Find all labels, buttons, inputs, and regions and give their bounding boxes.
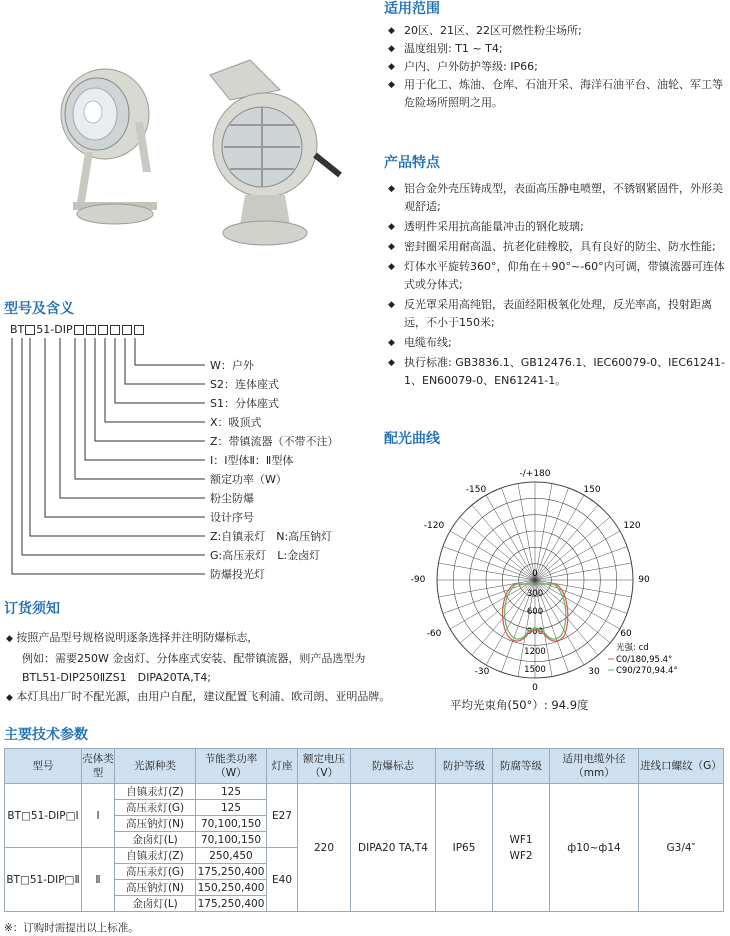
model-box	[122, 325, 132, 335]
params-title: 主要技术参数	[4, 727, 88, 743]
legend-c0: C0/180,95.4°	[616, 655, 673, 665]
cell-source: 自镇汞灯(Z)	[115, 848, 196, 864]
cell-model: BT□51-DIP□Ⅰ	[5, 784, 82, 848]
angle-label: 150	[583, 485, 601, 495]
order-line: ◆ 本灯具出厂时不配光源，由用户自配，建议配置飞利浦、欧司朗、亚明品牌。	[6, 690, 391, 703]
model-code	[10, 323, 145, 336]
model-box	[98, 325, 108, 335]
order-title: 订货须知	[4, 601, 60, 617]
cell-power: 70,100,150	[196, 832, 267, 848]
polar-light-curve	[404, 464, 684, 694]
angle-label: -30	[474, 667, 490, 677]
spec-table	[4, 748, 724, 912]
cell-socket: E27	[267, 784, 298, 848]
feature-item: ◆ 密封圈采用耐高温、抗老化硅橡胶，具有良好的防尘、防水性能;	[388, 238, 728, 256]
cell-source: 高压钠灯(N)	[115, 816, 196, 832]
angle-label: 120	[623, 521, 641, 531]
cell-cable: ф10~ф14	[550, 784, 639, 912]
scope-item: ◆ 用于化工、炼油、仓库、石油开采、海洋石油平台、油轮、军工等危险场所照明之用。	[388, 76, 728, 112]
legend-c90: C90/270,94.4°	[616, 666, 678, 676]
col-header: 壳体类型	[82, 749, 115, 784]
cell-voltage: 220	[298, 784, 351, 912]
order-line: BTL51-DIP250ⅡZS1 DIPA20TA,T4;	[22, 671, 212, 684]
model-box	[25, 325, 35, 335]
model-box	[134, 325, 144, 335]
cell-source: 金卤灯(L)	[115, 832, 196, 848]
model-meaning: S2：连体座式	[210, 378, 279, 391]
table-row	[5, 784, 724, 800]
legend-title: 光强: cd	[616, 643, 649, 653]
scope-list	[388, 22, 728, 112]
cell-thread: G3/4″	[639, 784, 724, 912]
cell-power: 70,100,150	[196, 816, 267, 832]
model-meaning: 粉尘防爆	[210, 492, 254, 505]
col-header: 型号	[5, 749, 82, 784]
col-header: 额定电压（V）	[298, 749, 351, 784]
col-header: 防腐等级	[493, 749, 550, 784]
cell-source: 高压汞灯(G)	[115, 800, 196, 816]
model-title: 型号及含义	[4, 301, 74, 317]
lamp-image-1	[55, 52, 165, 232]
radial-label: 1500	[524, 665, 546, 675]
scope-item: ◆ 20区、21区、22区可燃性粉尘场所;	[388, 22, 728, 40]
cell-source: 金卤灯(L)	[115, 896, 196, 912]
footnote: ※：订购时需提出以上标准。	[4, 922, 139, 934]
feature-item: ◆ 电缆布线;	[388, 334, 728, 352]
model-meaning: G:高压汞灯 L:金卤灯	[210, 549, 321, 562]
model-box	[86, 325, 96, 335]
order-line: 例如：需要250W 金卤灯、分体座式安装、配带镇流器，则产品选型为	[22, 652, 366, 665]
cell-power: 125	[196, 800, 267, 816]
curve-title: 配光曲线	[384, 431, 440, 447]
scope-title: 适用范围	[384, 1, 440, 17]
angle-label-zero: 0	[532, 683, 538, 693]
avg-beam-angle: 平均光束角(50°）: 94.9度	[450, 698, 589, 712]
radial-label: 0	[532, 569, 538, 579]
angle-label: -120	[423, 521, 445, 531]
col-header: 进线口螺纹（G）	[639, 749, 724, 784]
table-header-row	[5, 749, 724, 784]
model-meaning: W：户外	[210, 359, 254, 372]
angle-label: 90	[638, 575, 650, 585]
col-header: 防护等级	[436, 749, 493, 784]
col-header: 光源种类	[115, 749, 196, 784]
angle-label: -90	[410, 575, 426, 585]
model-meaning: 额定功率（W）	[210, 473, 287, 486]
cell-anticorrosion: WF1 WF2	[493, 784, 550, 912]
model-meaning: 防爆投光灯	[210, 568, 265, 581]
model-middle: 51-DIP	[36, 323, 73, 336]
model-meaning: Z:自镇汞灯 N:高压钠灯	[210, 530, 333, 543]
scope-item: ◆ 户内、户外防护等级: IP66;	[388, 58, 728, 76]
cell-power: 175,250,400	[196, 864, 267, 880]
model-meaning: 设计序号	[210, 511, 254, 524]
model-box	[74, 325, 84, 335]
curve-top-label: -/+180	[519, 469, 551, 479]
cell-source: 高压汞灯(G)	[115, 864, 196, 880]
feature-item: ◆ 反光罩采用高纯铝，表面经阳极氧化处理，反光率高，投射距离远，不小于150米;	[388, 296, 728, 332]
model-meaning: I：Ⅰ型体Ⅱ：Ⅱ型体	[210, 454, 294, 467]
cell-power: 250,450	[196, 848, 267, 864]
radial-label: 600	[526, 607, 544, 617]
angle-label: -60	[426, 629, 442, 639]
cell-socket: E40	[267, 848, 298, 912]
order-notes	[6, 628, 406, 708]
col-header: 灯座	[267, 749, 298, 784]
model-box	[110, 325, 120, 335]
col-header: 防爆标志	[351, 749, 436, 784]
radial-label: 1200	[524, 647, 546, 657]
cell-type: Ⅰ	[82, 784, 115, 848]
cell-source: 自镇汞灯(Z)	[115, 784, 196, 800]
cell-source: 高压钠灯(N)	[115, 880, 196, 896]
cell-type: Ⅱ	[82, 848, 115, 912]
radial-label: 300	[526, 589, 544, 599]
features-list	[388, 180, 728, 390]
lamp-image-2	[190, 55, 355, 250]
radial-label: 900	[526, 627, 544, 637]
col-header: 适用电缆外径（mm）	[550, 749, 639, 784]
features-title: 产品特点	[384, 155, 440, 171]
cell-model: BT□51-DIP□Ⅱ	[5, 848, 82, 912]
angle-label: -150	[465, 485, 487, 495]
feature-item: ◆ 灯体水平旋转360°，仰角在＋90°~-60°内可调，带镇流器可连体式或分体式;	[388, 258, 728, 294]
feature-item: ◆ 执行标准: GB3836.1、GB12476.1、IEC60079-0、IEC61241-1、EN60079-0、EN61241-1。	[388, 354, 728, 390]
cell-power: 150,250,400	[196, 880, 267, 896]
order-line: ◆ 按照产品型号规格说明逐条选择并注明防爆标志，	[6, 631, 259, 644]
model-meaning: X：吸顶式	[210, 416, 262, 429]
feature-item: ◆ 铝合金外壳压铸成型，表面高压静电喷塑，不锈钢紧固件，外形美观舒适;	[388, 180, 728, 216]
cell-power: 125	[196, 784, 267, 800]
model-meaning: Z：带镇流器（不带不注）	[210, 435, 339, 448]
angle-label: 30	[588, 667, 600, 677]
cell-ex-mark: DIPA20 TA,T4	[351, 784, 436, 912]
model-meaning: S1：分体座式	[210, 397, 279, 410]
cell-power: 175,250,400	[196, 896, 267, 912]
angle-label: 60	[620, 629, 632, 639]
model-prefix: BT	[10, 323, 25, 336]
scope-item: ◆ 温度组别: T1 ~ T4;	[388, 40, 728, 58]
cell-ip: IP65	[436, 784, 493, 912]
feature-item: ◆ 透明件采用抗高能量冲击的钢化玻璃;	[388, 218, 728, 236]
col-header: 节能类功率（W）	[196, 749, 267, 784]
